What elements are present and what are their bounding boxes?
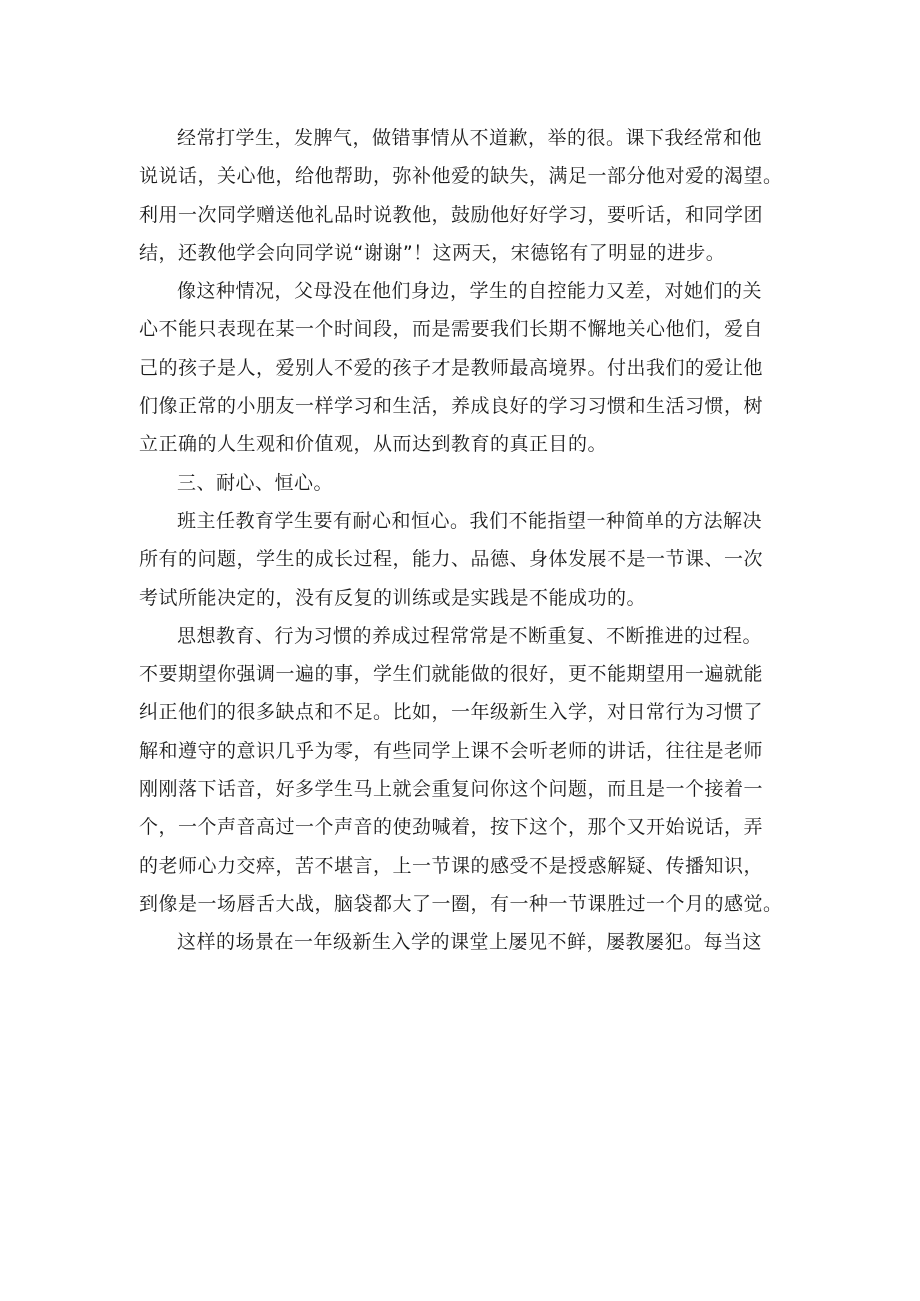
text-line: 班主任教育学生要有耐心和恒心。我们不能指望一种简单的方法解决 — [177, 509, 763, 532]
text-line: 利用一次同学赠送他礼品时说教他，鼓励他好好学习，要听话，和同学团 — [139, 203, 764, 226]
text-line: 解和遵守的意识几乎为零，有些同学上课不会听老师的讲话，往往是老师 — [139, 739, 764, 762]
document-body — [139, 119, 799, 962]
text-line: 不要期望你强调一遍的事，学生们就能做的很好，更不能期望用一遍就能 — [139, 663, 764, 686]
text-line: 说说话，关心他，给他帮助，弥补他爱的缺失，满足一部分他对爱的渴望。 — [139, 165, 783, 188]
text-line: 像这种情况，父母没在他们身边，学生的自控能力又差，对她们的关 — [177, 280, 763, 303]
text-line: 立正确的人生观和价值观，从而达到教育的真正目的。 — [139, 433, 608, 456]
text-line: 到像是一场唇舌大战，脑袋都大了一圈，有一种一节课胜过一个月的感觉。 — [139, 892, 783, 915]
text-line: 经常打学生，发脾气，做错事情从不道歉，举的很。课下我经常和他 — [177, 127, 763, 149]
section-heading: 三、耐心、恒心。 — [177, 471, 334, 494]
text-line: 己的孩子是人，爱别人不爱的孩子才是教师最高境界。付出我们的爱让他 — [139, 356, 764, 379]
text-line: 所有的问题，学生的成长过程，能力、品德、身体发展不是一节课、一次 — [139, 548, 764, 571]
text-line: 考试所能决定的，没有反复的训练或是实践是不能成功的。 — [139, 586, 647, 609]
text-line: 心不能只表现在某一个时间段，而是需要我们长期不懈地关心他们，爱自 — [139, 318, 764, 341]
text-line: 们像正常的小朋友一样学习和生活，养成良好的学习习惯和生活习惯，树 — [139, 395, 764, 418]
text-line: 的老师心力交瘁，苦不堪言，上一节课的感受不是授惑解疑、传播知识， — [139, 854, 764, 877]
text-line: 个，一个声音高过一个声音的使劲喊着，按下这个，那个又开始说话，弄 — [139, 816, 764, 839]
text-line: 这样的场景在一年级新生入学的课堂上屡见不鲜，屡教屡犯。每当这 — [177, 931, 763, 954]
text-line: 纠正他们的很多缺点和不足。比如，一年级新生入学，对日常行为习惯了 — [139, 701, 764, 724]
text-line: 刚刚落下话音，好多学生马上就会重复问你这个问题，而且是一个接着一 — [139, 778, 764, 801]
text-line: 思想教育、行为习惯的养成过程常常是不断重复、不断推进的过程。 — [177, 624, 763, 647]
text-line: 结，还教他学会向同学说“谢谢”！这两天，宋德铭有了明显的进步。 — [139, 241, 726, 264]
